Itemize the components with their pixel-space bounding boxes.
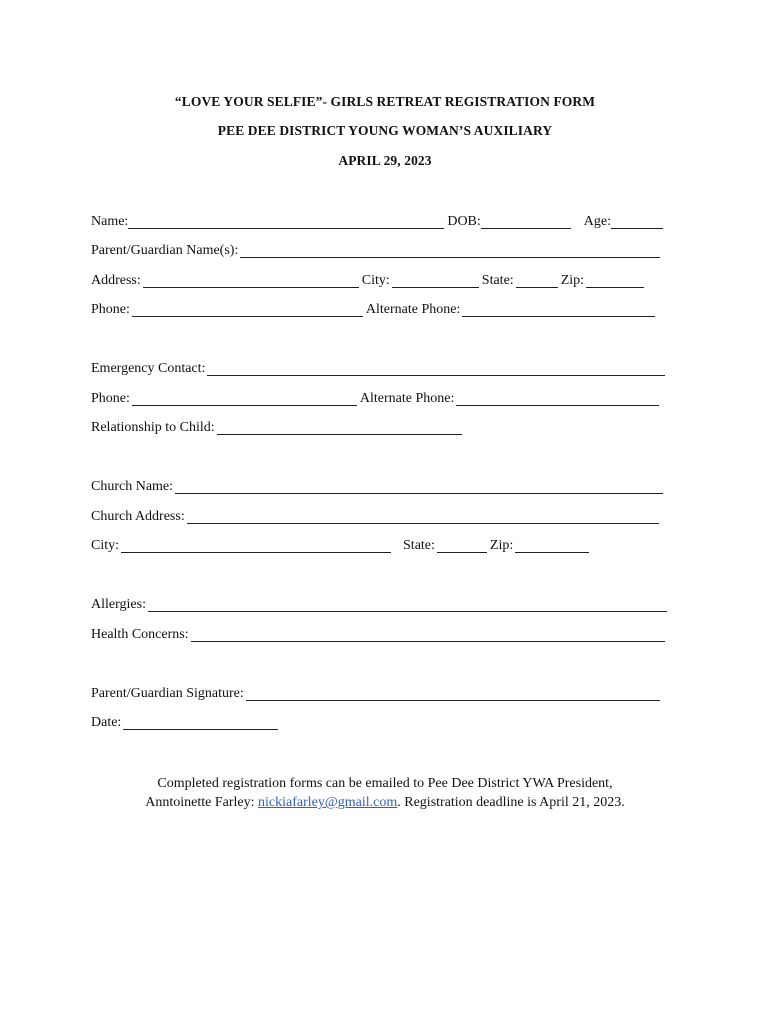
emergency-contact-row: [91, 359, 668, 377]
emergency-contact-label: Emergency Contact:: [91, 361, 206, 376]
president-name-text: Anntoinette Farley:: [145, 795, 259, 810]
dob-label: DOB:: [447, 214, 481, 229]
relationship-field[interactable]: [217, 420, 462, 435]
submission-note-line1: Completed registration forms can be emailed to Pee Dee District YWA President,: [157, 776, 613, 791]
church-name-row: [91, 477, 666, 495]
allergies-field[interactable]: [148, 597, 667, 612]
parent-row: [91, 241, 663, 259]
city-label: City:: [361, 273, 390, 288]
health-concerns-label: Health Concerns:: [91, 627, 189, 642]
signature-row: [91, 684, 663, 702]
emergency-phone-field[interactable]: [132, 391, 357, 406]
parent-name-label: Parent/Guardian Name(s):: [91, 243, 239, 258]
church-address-label: Church Address:: [91, 509, 185, 524]
phone-row: [91, 300, 658, 318]
zip-label: Zip:: [560, 273, 585, 288]
church-name-label: Church Name:: [91, 479, 174, 494]
address-label: Address:: [91, 273, 141, 288]
name-field[interactable]: [128, 214, 444, 229]
alt-phone-field[interactable]: [462, 302, 655, 317]
age-field[interactable]: [611, 214, 663, 229]
church-name-field[interactable]: [175, 479, 663, 494]
church-address-field[interactable]: [187, 509, 659, 524]
phone-label: Phone:: [91, 302, 130, 317]
email-link[interactable]: nickiafarley@gmail.com: [258, 795, 398, 810]
submission-note: [0, 774, 770, 812]
church-address-row: [91, 507, 662, 525]
parent-name-field[interactable]: [240, 243, 660, 258]
event-date: APRIL 29, 2023: [338, 153, 432, 168]
emergency-phone-label: Phone:: [91, 391, 130, 406]
signature-field[interactable]: [246, 686, 660, 701]
allergies-label: Allergies:: [91, 597, 146, 612]
phone-field[interactable]: [132, 302, 363, 317]
church-city-label: City:: [91, 538, 120, 553]
church-zip-label: Zip:: [489, 538, 514, 553]
name-label: Name:: [91, 214, 129, 229]
submission-note-line2: [0, 793, 770, 812]
relationship-row: [91, 418, 465, 436]
dob-field[interactable]: [481, 214, 571, 229]
emergency-phone-row: [91, 389, 662, 407]
city-field[interactable]: [392, 273, 479, 288]
health-concerns-row: [91, 625, 668, 643]
zip-field[interactable]: [586, 273, 644, 288]
allergies-row: [91, 595, 670, 613]
name-row: [91, 212, 666, 230]
deadline-text: . Registration deadline is April 21, 2023.: [397, 795, 625, 810]
emergency-alt-phone-label: Alternate Phone:: [359, 391, 455, 406]
form-title: “LOVE YOUR SELFIE”- GIRLS RETREAT REGISTRATION FORM: [174, 94, 596, 109]
health-concerns-field[interactable]: [191, 627, 665, 642]
address-field[interactable]: [143, 273, 359, 288]
age-label: Age:: [583, 214, 611, 229]
address-row: [91, 271, 647, 289]
church-state-label: State:: [403, 538, 435, 553]
church-city-field[interactable]: [121, 538, 391, 553]
relationship-label: Relationship to Child:: [91, 420, 215, 435]
date-label: Date:: [91, 715, 122, 730]
church-zip-field[interactable]: [515, 538, 589, 553]
organization-name: PEE DEE DISTRICT YOUNG WOMAN’S AUXILIARY: [217, 123, 553, 138]
state-label: State:: [481, 273, 514, 288]
signature-label: Parent/Guardian Signature:: [91, 686, 244, 701]
alt-phone-label: Alternate Phone:: [365, 302, 461, 317]
emergency-contact-field[interactable]: [207, 361, 665, 376]
church-state-field[interactable]: [437, 538, 487, 553]
emergency-alt-phone-field[interactable]: [456, 391, 659, 406]
date-row: [91, 713, 281, 731]
church-city-row: [91, 536, 592, 554]
state-field[interactable]: [516, 273, 558, 288]
date-field[interactable]: [123, 715, 278, 730]
